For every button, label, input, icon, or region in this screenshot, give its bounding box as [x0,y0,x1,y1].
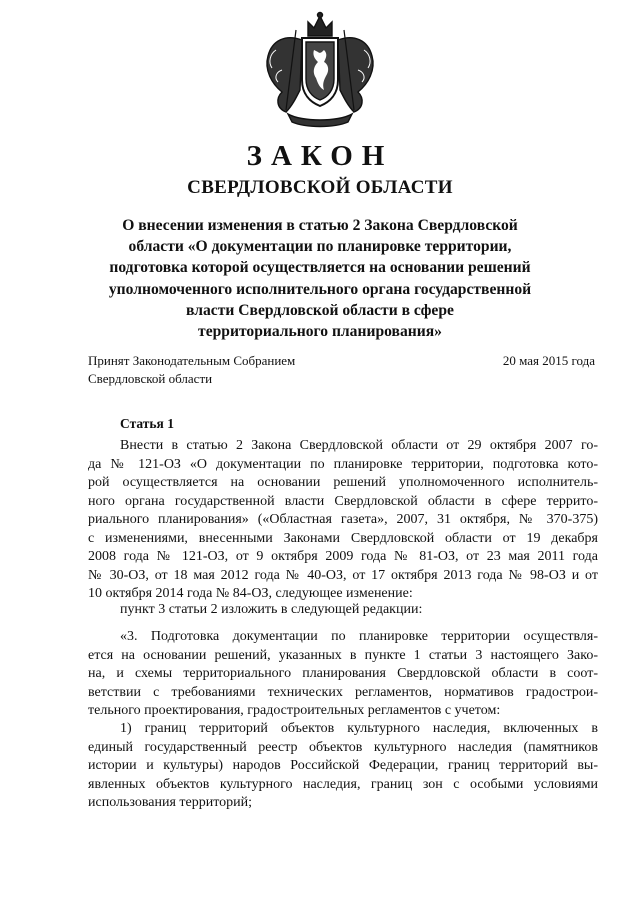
document-subtitle: СВЕРДЛОВСКОЙ ОБЛАСТИ [187,177,453,198]
article-paragraph [88,628,598,721]
document-title: ЗАКОН [246,140,394,172]
paragraph-line: на, и схемы территориального планирования Свердловской области в соот- [88,666,598,681]
paragraph-line: использования территорий; [88,795,253,810]
adopted-by-line: Принят Законодательным Собранием [88,353,296,368]
paragraph-line: единый государственный реестр объектов культурного наследия (памятников [88,739,598,755]
paragraph-line: тельного проектирования, градостроительных регламентов с учетом: [88,703,501,718]
paragraph-line: ветствии с требованиями технических регламентов, нормативов градострои- [88,684,598,700]
paragraph-line: 2008 года № 121-ОЗ, от 9 октября 2009 года № 81-ОЗ, от 23 мая 2011 года [88,549,598,564]
paragraph-line: да № 121-ОЗ «О документации по планировке территории, подготовка кото- [88,456,598,472]
coat-of-arms-emblem [262,10,378,130]
article-heading: Статья 1 [120,416,174,431]
law-heading-line: власти Свердловской области в сфере [186,301,454,319]
law-heading-line: уполномоченного исполнительного органа государственной [108,280,532,298]
paragraph-line: «3. Подготовка документации по планировке территории осуществля- [120,629,598,644]
law-heading [80,215,560,342]
paragraph-line: истории и культуры) народов Российской Федерации, границ территорий вы- [88,758,598,773]
paragraph-line: пункт 3 статьи 2 изложить в следующей редакции: [120,602,423,617]
paragraph-line: 1) границ территорий объектов культурного наследия, включенных в [120,721,598,736]
paragraph-line: риального планирования» («Областная газета», 2007, 31 октября, № 370-375) [88,512,598,527]
law-heading-line: подготовка которой осуществляется на основании решений [109,259,531,277]
adopted-by [88,352,295,388]
paragraph-line: Внести в статью 2 Закона Свердловской области от 29 октября 2007 го- [120,438,598,453]
law-heading-line: области «О документации по планировке территории, [128,238,512,256]
law-heading-line: территориального планирования» [198,323,442,341]
paragraph-line: № 30-ОЗ, от 18 мая 2012 года № 40-ОЗ, от 17 октября 2013 года № 98-ОЗ и от [88,567,598,583]
paragraph-line: 10 октября 2014 года № 84-ОЗ, следующее изменение: [88,586,413,601]
adoption-date: 20 мая 2015 года [502,353,595,368]
adopted-by-line: Свердловской области [88,371,213,386]
paragraph-line: рой осуществляется на основании решений уполномоченного исполнитель- [88,475,598,490]
article-paragraph [88,601,598,620]
paragraph-line: явленных объектов культурного наследия, границ зон с особыми условиями [88,776,598,792]
law-heading-line: О внесении изменения в статью 2 Закона Свердловской [122,217,518,234]
article-paragraph [88,437,598,604]
paragraph-line: ется на основании решений, указанных в пункте 1 статьи 3 настоящего Зако- [88,647,598,663]
paragraph-line: ного органа государственной власти Свердловской области в сфере террито- [88,493,598,509]
paragraph-line: с изменениями, внесенными Законами Свердловской области от 19 декабря [88,530,598,546]
article-paragraph [88,720,598,813]
